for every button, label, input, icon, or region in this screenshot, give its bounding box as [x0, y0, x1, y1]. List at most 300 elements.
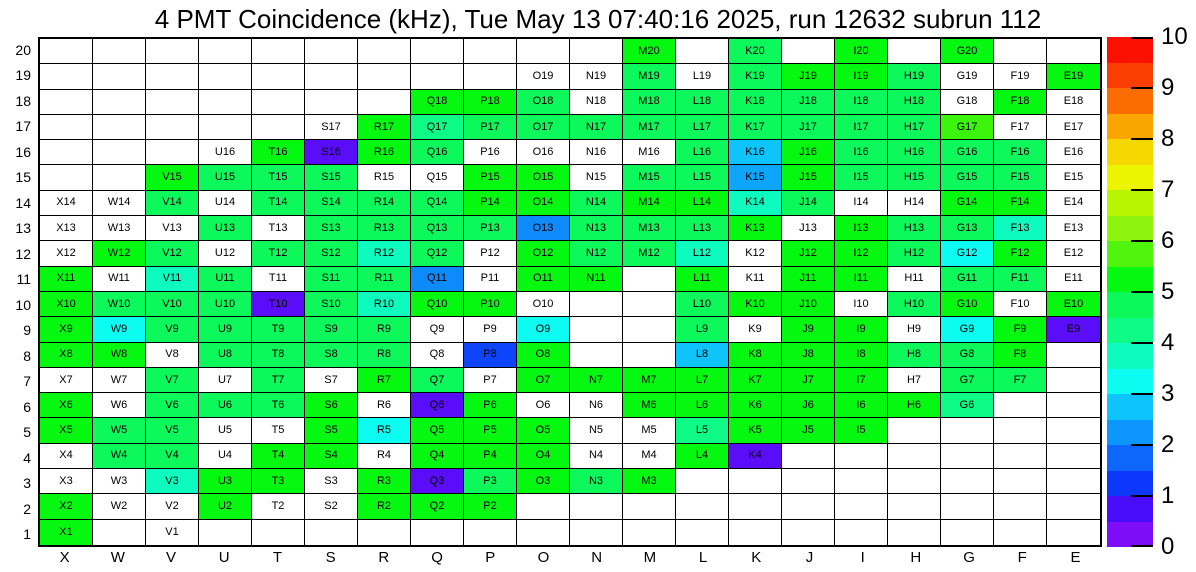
cell-empty — [411, 39, 464, 64]
cell-empty — [782, 469, 835, 494]
cell-L7: L7 — [676, 368, 729, 393]
cell-F13: F13 — [994, 216, 1047, 241]
cell-K12: K12 — [729, 241, 782, 266]
cell-empty — [252, 90, 305, 115]
colorbar-band — [1107, 165, 1153, 191]
cell-N19: N19 — [570, 64, 623, 89]
cell-empty — [1047, 368, 1100, 393]
cell-T13: T13 — [252, 216, 305, 241]
cell-M18: M18 — [623, 90, 676, 115]
y-axis-label-3: 3 — [23, 475, 31, 492]
colorbar-tick-label-4: 4 — [1161, 329, 1175, 356]
colorbar-tick — [1131, 444, 1153, 446]
cell-G19: G19 — [941, 64, 994, 89]
cell-R4: R4 — [358, 444, 411, 469]
cell-empty — [676, 469, 729, 494]
cell-empty — [570, 317, 623, 342]
x-axis-label-G: G — [963, 549, 975, 566]
cell-G18: G18 — [941, 90, 994, 115]
cell-W10: W10 — [93, 292, 146, 317]
cell-N5: N5 — [570, 418, 623, 443]
cell-empty — [252, 520, 305, 545]
x-axis-label-V: V — [166, 549, 177, 566]
colorbar-tick — [1131, 240, 1153, 242]
cell-O13: O13 — [517, 216, 570, 241]
cell-empty — [782, 39, 835, 64]
cell-K10: K10 — [729, 292, 782, 317]
cell-X5: X5 — [40, 418, 93, 443]
cell-P4: P4 — [464, 444, 517, 469]
cell-empty — [93, 39, 146, 64]
cell-S7: S7 — [305, 368, 358, 393]
cell-empty — [623, 292, 676, 317]
colorbar-tick-label-0: 0 — [1161, 533, 1175, 560]
cell-H6: H6 — [888, 393, 941, 418]
cell-W12: W12 — [93, 241, 146, 266]
cell-empty — [570, 520, 623, 545]
cell-N14: N14 — [570, 191, 623, 216]
cell-empty — [676, 39, 729, 64]
cell-R3: R3 — [358, 469, 411, 494]
cell-empty — [782, 520, 835, 545]
cell-F15: F15 — [994, 165, 1047, 190]
cell-empty — [1047, 520, 1100, 545]
cell-R15: R15 — [358, 165, 411, 190]
x-axis-label-L: L — [698, 549, 708, 566]
cell-O8: O8 — [517, 343, 570, 368]
cell-T2: T2 — [252, 494, 305, 519]
cell-V2: V2 — [146, 494, 199, 519]
y-axis-label-5: 5 — [23, 424, 31, 441]
x-axis-label-N: N — [591, 549, 603, 566]
colorbar-tick — [1131, 189, 1153, 191]
cell-empty — [1047, 494, 1100, 519]
cell-W9: W9 — [93, 317, 146, 342]
x-axis-labels — [38, 549, 1102, 569]
cell-F16: F16 — [994, 140, 1047, 165]
cell-J7: J7 — [782, 368, 835, 393]
cell-N17: N17 — [570, 115, 623, 140]
cell-empty — [623, 494, 676, 519]
colorbar-tick-label-9: 9 — [1161, 74, 1175, 101]
cell-P13: P13 — [464, 216, 517, 241]
cell-N3: N3 — [570, 469, 623, 494]
cell-G17: G17 — [941, 115, 994, 140]
cell-J14: J14 — [782, 191, 835, 216]
colorbar-band — [1107, 445, 1153, 471]
colorbar-tick-label-10: 10 — [1161, 23, 1188, 50]
cell-H18: H18 — [888, 90, 941, 115]
cell-O14: O14 — [517, 191, 570, 216]
cell-empty — [305, 64, 358, 89]
cell-Q16: Q16 — [411, 140, 464, 165]
cell-P15: P15 — [464, 165, 517, 190]
cell-empty — [835, 520, 888, 545]
cell-P3: P3 — [464, 469, 517, 494]
chart-title: 4 PMT Coincidence (kHz), Tue May 13 07:40:16 2025, run 12632 subrun 112 — [154, 4, 1042, 34]
colorbar-band — [1107, 394, 1153, 420]
cell-T3: T3 — [252, 469, 305, 494]
cell-S3: S3 — [305, 469, 358, 494]
cell-G9: G9 — [941, 317, 994, 342]
cell-E13: E13 — [1047, 216, 1100, 241]
cell-V1: V1 — [146, 520, 199, 545]
cell-L16: L16 — [676, 140, 729, 165]
cell-H8: H8 — [888, 343, 941, 368]
x-axis-label-X: X — [59, 549, 70, 566]
cell-empty — [994, 393, 1047, 418]
cell-L19: L19 — [676, 64, 729, 89]
cell-E11: E11 — [1047, 267, 1100, 292]
cell-J13: J13 — [782, 216, 835, 241]
cell-V13: V13 — [146, 216, 199, 241]
cell-I17: I17 — [835, 115, 888, 140]
cell-R2: R2 — [358, 494, 411, 519]
colorbar-band — [1107, 63, 1153, 89]
cell-I15: I15 — [835, 165, 888, 190]
cell-E18: E18 — [1047, 90, 1100, 115]
cell-X10: X10 — [40, 292, 93, 317]
y-axis-label-18: 18 — [15, 92, 31, 109]
cell-W2: W2 — [93, 494, 146, 519]
cell-I11: I11 — [835, 267, 888, 292]
cell-empty — [93, 64, 146, 89]
cell-I19: I19 — [835, 64, 888, 89]
cell-J16: J16 — [782, 140, 835, 165]
x-axis-label-R: R — [378, 549, 390, 566]
x-axis-label-K: K — [751, 549, 762, 566]
cell-F19: F19 — [994, 64, 1047, 89]
x-axis-label-W: W — [110, 549, 125, 566]
cell-S8: S8 — [305, 343, 358, 368]
cell-F18: F18 — [994, 90, 1047, 115]
cell-J9: J9 — [782, 317, 835, 342]
cell-G14: G14 — [941, 191, 994, 216]
cell-O12: O12 — [517, 241, 570, 266]
cell-G15: G15 — [941, 165, 994, 190]
colorbar-tick-label-5: 5 — [1161, 278, 1175, 305]
cell-U9: U9 — [199, 317, 252, 342]
cell-W8: W8 — [93, 343, 146, 368]
cell-Q4: Q4 — [411, 444, 464, 469]
cell-empty — [888, 39, 941, 64]
cell-P2: P2 — [464, 494, 517, 519]
colorbar-tick — [1131, 138, 1153, 140]
cell-empty — [888, 418, 941, 443]
cell-empty — [888, 469, 941, 494]
cell-empty — [676, 520, 729, 545]
colorbar-tick-label-8: 8 — [1161, 125, 1175, 152]
cell-R9: R9 — [358, 317, 411, 342]
y-axis-label-15: 15 — [15, 169, 31, 186]
cell-T7: T7 — [252, 368, 305, 393]
cell-M7: M7 — [623, 368, 676, 393]
cell-P9: P9 — [464, 317, 517, 342]
cell-empty — [358, 520, 411, 545]
cell-M20: M20 — [623, 39, 676, 64]
cell-E14: E14 — [1047, 191, 1100, 216]
cell-empty — [994, 418, 1047, 443]
cell-L15: L15 — [676, 165, 729, 190]
cell-O17: O17 — [517, 115, 570, 140]
cell-Q17: Q17 — [411, 115, 464, 140]
cell-empty — [464, 520, 517, 545]
colorbar-band — [1107, 522, 1153, 548]
cell-I10: I10 — [835, 292, 888, 317]
cell-G10: G10 — [941, 292, 994, 317]
cell-S2: S2 — [305, 494, 358, 519]
cell-G11: G11 — [941, 267, 994, 292]
cell-T12: T12 — [252, 241, 305, 266]
cell-empty — [93, 90, 146, 115]
cell-empty — [570, 494, 623, 519]
colorbar-tick — [1131, 87, 1153, 89]
cell-empty — [199, 115, 252, 140]
cell-J15: J15 — [782, 165, 835, 190]
cell-R5: R5 — [358, 418, 411, 443]
cell-J17: J17 — [782, 115, 835, 140]
y-axis-label-17: 17 — [15, 118, 31, 135]
cell-X3: X3 — [40, 469, 93, 494]
cell-T4: T4 — [252, 444, 305, 469]
cell-X4: X4 — [40, 444, 93, 469]
colorbar-band — [1107, 420, 1153, 446]
cell-empty — [305, 39, 358, 64]
cell-L6: L6 — [676, 393, 729, 418]
cell-V7: V7 — [146, 368, 199, 393]
colorbar-band — [1107, 471, 1153, 497]
colorbar-band — [1107, 37, 1153, 63]
cell-M5: M5 — [623, 418, 676, 443]
cell-K11: K11 — [729, 267, 782, 292]
cell-P12: P12 — [464, 241, 517, 266]
cell-W6: W6 — [93, 393, 146, 418]
cell-empty — [570, 292, 623, 317]
cell-O9: O9 — [517, 317, 570, 342]
cell-X8: X8 — [40, 343, 93, 368]
cell-P5: P5 — [464, 418, 517, 443]
cell-T16: T16 — [252, 140, 305, 165]
y-axis-label-13: 13 — [15, 220, 31, 237]
x-axis-label-I: I — [860, 549, 865, 566]
cell-G20: G20 — [941, 39, 994, 64]
cell-S9: S9 — [305, 317, 358, 342]
cell-empty — [888, 494, 941, 519]
cell-J5: J5 — [782, 418, 835, 443]
cell-G7: G7 — [941, 368, 994, 393]
x-axis-label-U: U — [218, 549, 230, 566]
cell-I8: I8 — [835, 343, 888, 368]
cell-U12: U12 — [199, 241, 252, 266]
cell-F10: F10 — [994, 292, 1047, 317]
cell-empty — [888, 520, 941, 545]
colorbar-tick — [1131, 37, 1153, 39]
cell-empty — [941, 520, 994, 545]
cell-K8: K8 — [729, 343, 782, 368]
colorbar-tick — [1131, 495, 1153, 497]
cell-empty — [835, 444, 888, 469]
cell-empty — [994, 520, 1047, 545]
cell-H12: H12 — [888, 241, 941, 266]
cell-P11: P11 — [464, 267, 517, 292]
cell-M14: M14 — [623, 191, 676, 216]
y-axis-label-12: 12 — [15, 245, 31, 262]
cell-O5: O5 — [517, 418, 570, 443]
cell-T6: T6 — [252, 393, 305, 418]
cell-S12: S12 — [305, 241, 358, 266]
cell-empty — [517, 520, 570, 545]
cell-F17: F17 — [994, 115, 1047, 140]
cell-X6: X6 — [40, 393, 93, 418]
cell-S15: S15 — [305, 165, 358, 190]
cell-K9: K9 — [729, 317, 782, 342]
cell-O10: O10 — [517, 292, 570, 317]
cell-empty — [994, 469, 1047, 494]
cell-Q14: Q14 — [411, 191, 464, 216]
cell-V8: V8 — [146, 343, 199, 368]
cell-empty — [411, 520, 464, 545]
cell-G16: G16 — [941, 140, 994, 165]
cell-K16: K16 — [729, 140, 782, 165]
cell-V6: V6 — [146, 393, 199, 418]
cell-F11: F11 — [994, 267, 1047, 292]
cell-S4: S4 — [305, 444, 358, 469]
cell-Q13: Q13 — [411, 216, 464, 241]
cell-empty — [623, 267, 676, 292]
cell-T10: T10 — [252, 292, 305, 317]
cell-empty — [941, 494, 994, 519]
cell-X11: X11 — [40, 267, 93, 292]
cell-G13: G13 — [941, 216, 994, 241]
cell-empty — [570, 343, 623, 368]
cell-empty — [729, 469, 782, 494]
cell-N7: N7 — [570, 368, 623, 393]
cell-G12: G12 — [941, 241, 994, 266]
x-axis-label-E: E — [1070, 549, 1081, 566]
cell-empty — [888, 444, 941, 469]
cell-N16: N16 — [570, 140, 623, 165]
colorbar-tick-label-6: 6 — [1161, 227, 1175, 254]
cell-P17: P17 — [464, 115, 517, 140]
cell-empty — [93, 115, 146, 140]
y-axis-label-20: 20 — [15, 41, 31, 58]
cell-P10: P10 — [464, 292, 517, 317]
cell-empty — [517, 39, 570, 64]
cell-I9: I9 — [835, 317, 888, 342]
cell-I13: I13 — [835, 216, 888, 241]
cell-K4: K4 — [729, 444, 782, 469]
colorbar-band — [1107, 241, 1153, 267]
cell-H14: H14 — [888, 191, 941, 216]
cell-P7: P7 — [464, 368, 517, 393]
cell-U16: U16 — [199, 140, 252, 165]
cell-I16: I16 — [835, 140, 888, 165]
cell-Q3: Q3 — [411, 469, 464, 494]
cell-S10: S10 — [305, 292, 358, 317]
y-axis-label-7: 7 — [23, 373, 31, 390]
cell-F14: F14 — [994, 191, 1047, 216]
cell-empty — [517, 494, 570, 519]
cell-H13: H13 — [888, 216, 941, 241]
cell-empty — [994, 444, 1047, 469]
cell-S13: S13 — [305, 216, 358, 241]
cell-K20: K20 — [729, 39, 782, 64]
cell-Q11: Q11 — [411, 267, 464, 292]
cell-empty — [1047, 393, 1100, 418]
y-axis-label-10: 10 — [15, 296, 31, 313]
cell-empty — [411, 64, 464, 89]
cell-U6: U6 — [199, 393, 252, 418]
cell-R16: R16 — [358, 140, 411, 165]
cell-J18: J18 — [782, 90, 835, 115]
cell-empty — [252, 115, 305, 140]
cell-T14: T14 — [252, 191, 305, 216]
colorbar-band — [1107, 190, 1153, 216]
y-axis-label-4: 4 — [23, 449, 31, 466]
cell-empty — [146, 140, 199, 165]
cell-V12: V12 — [146, 241, 199, 266]
cell-empty — [93, 520, 146, 545]
cell-O6: O6 — [517, 393, 570, 418]
cell-Q18: Q18 — [411, 90, 464, 115]
cell-empty — [623, 317, 676, 342]
colorbar-band — [1107, 496, 1153, 522]
cell-V9: V9 — [146, 317, 199, 342]
cell-J11: J11 — [782, 267, 835, 292]
cell-V3: V3 — [146, 469, 199, 494]
cell-P18: P18 — [464, 90, 517, 115]
cell-M12: M12 — [623, 241, 676, 266]
cell-S5: S5 — [305, 418, 358, 443]
cell-H17: H17 — [888, 115, 941, 140]
cell-O7: O7 — [517, 368, 570, 393]
colorbar-tick-label-1: 1 — [1161, 482, 1175, 509]
cell-empty — [729, 494, 782, 519]
colorbar-tick-label-2: 2 — [1161, 431, 1175, 458]
cell-U11: U11 — [199, 267, 252, 292]
cell-X14: X14 — [40, 191, 93, 216]
cell-empty — [305, 90, 358, 115]
cell-P14: P14 — [464, 191, 517, 216]
y-axis-label-16: 16 — [15, 143, 31, 160]
cell-empty — [199, 520, 252, 545]
cell-Q9: Q9 — [411, 317, 464, 342]
cell-W11: W11 — [93, 267, 146, 292]
cell-T8: T8 — [252, 343, 305, 368]
cell-K7: K7 — [729, 368, 782, 393]
cell-M19: M19 — [623, 64, 676, 89]
cell-empty — [40, 64, 93, 89]
cell-empty — [835, 469, 888, 494]
cell-empty — [464, 64, 517, 89]
cell-empty — [40, 165, 93, 190]
colorbar-tick-label-3: 3 — [1161, 380, 1175, 407]
cell-M15: M15 — [623, 165, 676, 190]
cell-I7: I7 — [835, 368, 888, 393]
cell-M4: M4 — [623, 444, 676, 469]
cell-S6: S6 — [305, 393, 358, 418]
cell-T15: T15 — [252, 165, 305, 190]
cell-V15: V15 — [146, 165, 199, 190]
cell-empty — [40, 140, 93, 165]
x-axis-label-T: T — [272, 549, 282, 566]
cell-S16: S16 — [305, 140, 358, 165]
colorbar-tick-labels — [1161, 23, 1196, 560]
cell-I20: I20 — [835, 39, 888, 64]
colorbar-band — [1107, 88, 1153, 114]
cell-empty — [941, 444, 994, 469]
cell-empty — [464, 39, 517, 64]
